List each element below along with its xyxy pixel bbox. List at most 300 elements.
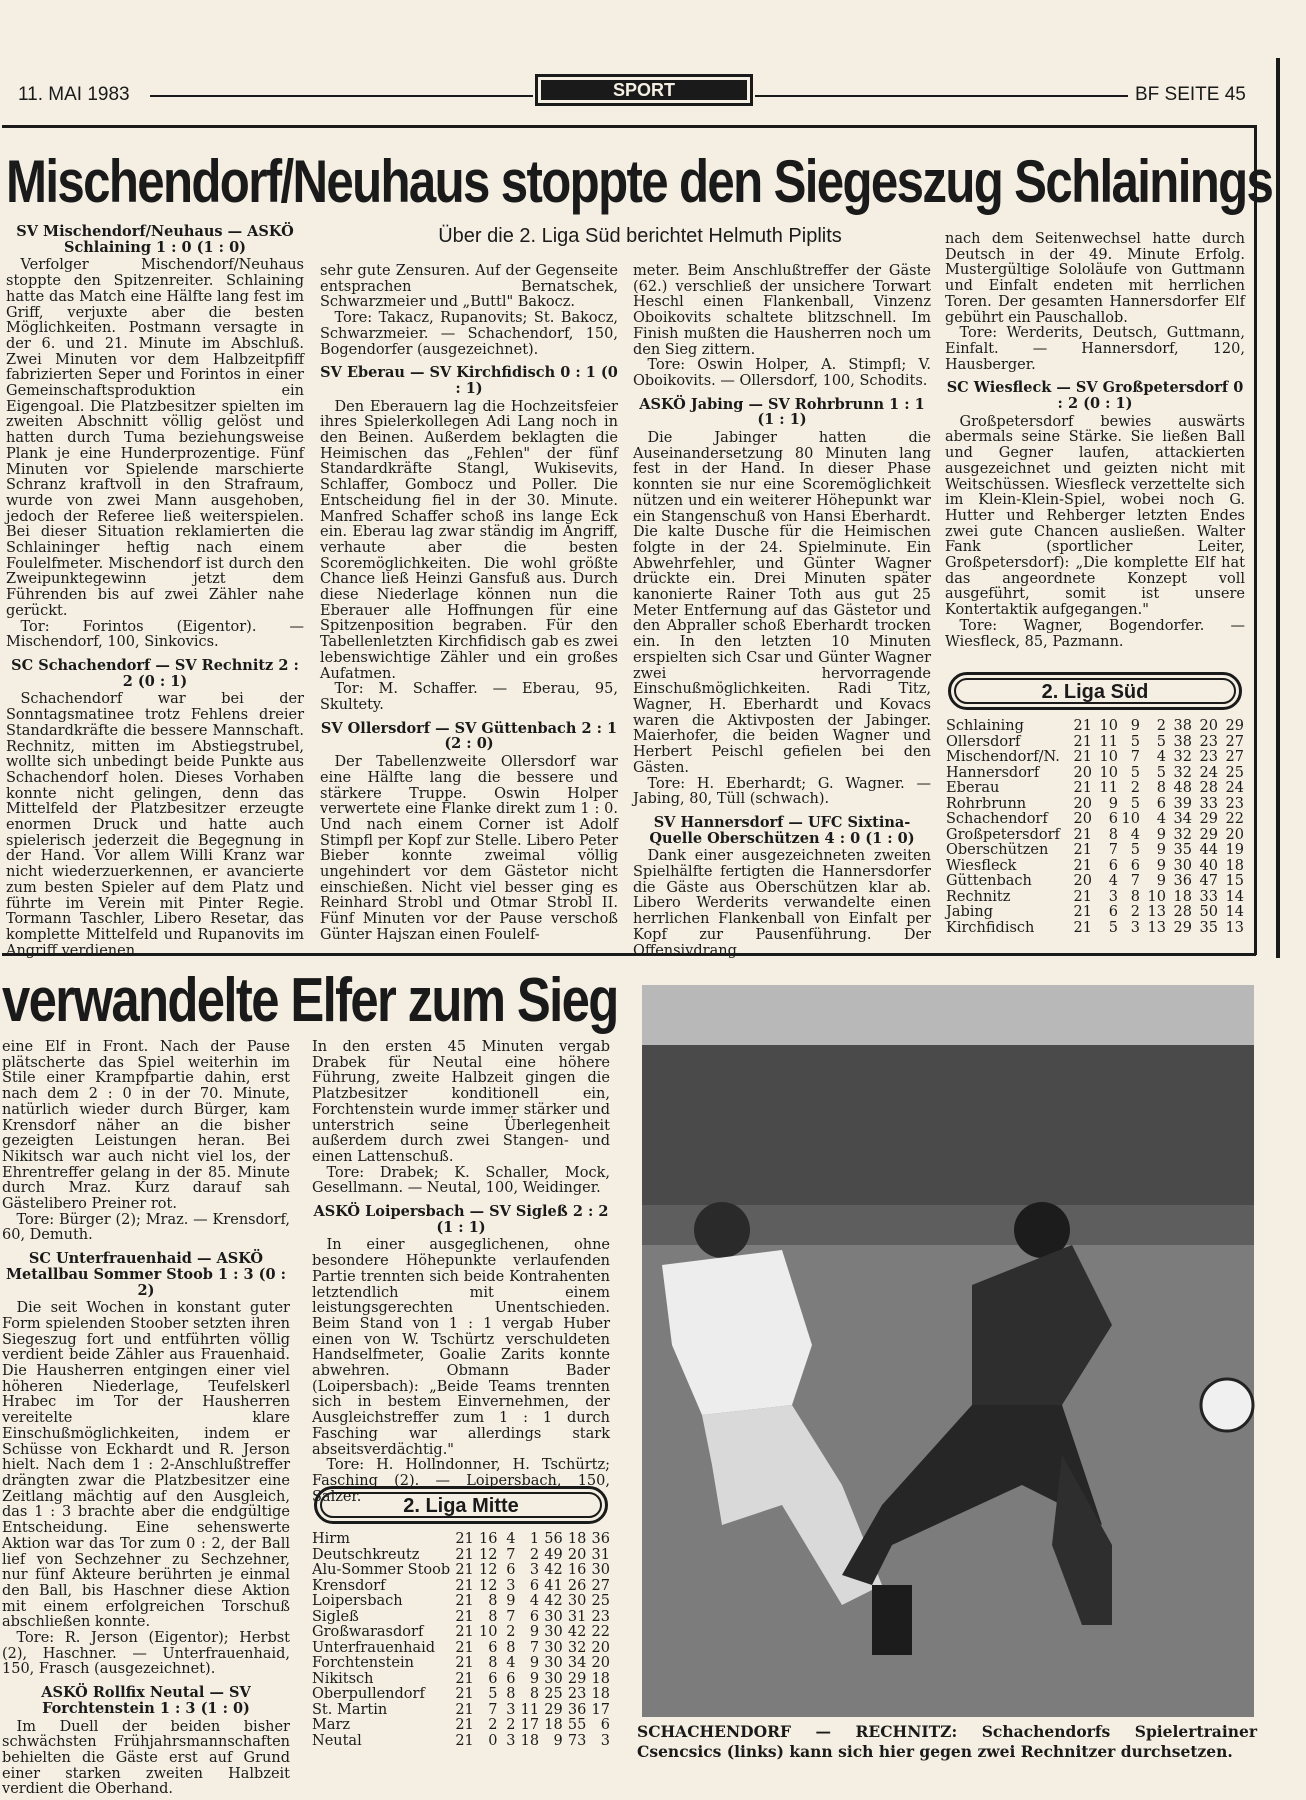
table-cell-value: 23: [1199, 749, 1218, 765]
table-cell-value: 10: [1147, 888, 1166, 905]
table-cell-value: 29: [567, 1670, 587, 1687]
table-cell-value: 11: [1099, 733, 1118, 750]
table-cell-value: 29: [544, 1701, 563, 1718]
table-cell-value: 9: [1130, 718, 1140, 734]
table-cell-value: 21: [455, 1639, 474, 1656]
match-photo: [642, 985, 1254, 1717]
table-cell-value: 5: [1130, 842, 1140, 858]
table-cell-value: 4: [1108, 873, 1118, 889]
table-cell-value: 21: [455, 1593, 474, 1609]
table-cell-value: 42: [567, 1624, 587, 1640]
table-cell-team: Forchtenstein: [312, 1655, 414, 1671]
table-row: [946, 828, 1244, 844]
table-cell-value: 7: [488, 1701, 498, 1718]
table-cell-value: 7: [506, 1546, 516, 1563]
match-heading: SC Wiesfleck — SV Großpetersdorf 0 : 2 (0 : 1): [946, 379, 1244, 413]
table-cell-value: 1: [529, 1531, 540, 1547]
table-cell-value: 9: [553, 1732, 563, 1749]
table-cell-value: 8: [488, 1608, 498, 1625]
match-scorers: Tore: R. Jerson (Eigentor); Herbst (2), Haschner. — Unterfrauenhaid, 150, Frasch (ausgezeichnet).: [2, 1630, 290, 1678]
table-cell-value: 49: [544, 1546, 563, 1563]
table-cell-value: 30: [544, 1655, 563, 1671]
table-cell-value: 2: [1130, 780, 1140, 796]
table-row: [946, 812, 1244, 828]
table-cell-value: 20: [1225, 826, 1244, 843]
match-report: In einer ausgeglichenen, ohne besondere Höhepunkte verlaufenden Partie trennten sich beide Kontrahenten letztendlich mit einem leistungsgerechten Unentschieden. Beim Stand von 1 : 1 vergab Huber einen von W. Tschürtz verschuldeten Handselfmeter, Goalie Zarits konnte abwehren. Obmann Bader (Loipersbach): „Beide Teams trennten sich in bestem Einvernehmen, der Ausgleichstreffer zum 1 : 1 durch Fasching war allerdings stark abseitsverdächtig.": [312, 1237, 610, 1458]
table-cell-value: 27: [591, 1577, 610, 1594]
table-cell-value: 12: [478, 1562, 498, 1578]
football-ball: [1201, 1379, 1253, 1431]
table-cell-value: 2: [1130, 904, 1140, 920]
table-cell-value: 21: [1073, 857, 1092, 874]
match-scorers: Tore: Werderits, Deutsch, Guttmann, Einfalt. — Hannersdorf, 120, Hausberger.: [945, 325, 1245, 373]
article1-column-3: [633, 263, 931, 959]
article1-column-4: [945, 232, 1245, 662]
table-cell-value: 8: [1156, 780, 1166, 796]
table-cell-value: 4: [1156, 749, 1166, 765]
table-cell-value: 5: [1156, 733, 1166, 750]
table-cell-value: 32: [1173, 764, 1192, 781]
table-cell-value: 18: [1225, 857, 1244, 874]
table-cell-value: 8: [488, 1593, 498, 1609]
table-cell-value: 21: [455, 1655, 474, 1671]
table-cell-value: 9: [529, 1670, 540, 1687]
match-scorers: Tore: H. Hollndonner, H. Tschürtz; Fasching (2). — Loipersbach, 150, Salzer.: [312, 1457, 610, 1505]
table-cell-value: 7: [1130, 873, 1140, 889]
issue-date: 11. MAI 1983: [18, 84, 130, 105]
table-row: [312, 1579, 610, 1595]
table-cell-value: 24: [1199, 764, 1218, 781]
table-cell-value: 6: [1108, 857, 1118, 874]
table-cell-team: Mischendorf/N.: [946, 749, 1060, 765]
table-cell-value: 3: [600, 1732, 610, 1749]
table-row: [946, 921, 1244, 937]
article2-column-2: [312, 1039, 610, 1505]
match-report: meter. Beim Anschlußtreffer der Gäste (62.) verschließ der unsichere Torwart Heschl einen Flankenball, Vinzenz Oboikovits schaltete blitzschnell. Im Finish mußten die Hausherren noch um den Sieg zittern.: [633, 263, 931, 358]
table-cell-value: 8: [506, 1686, 516, 1702]
table-cell-value: 9: [1156, 826, 1166, 843]
league-table-title-box: [314, 1486, 608, 1524]
table-cell-value: 21: [1073, 780, 1092, 796]
table-cell-value: 5: [1130, 795, 1140, 812]
table-cell-team: Jabing: [946, 904, 993, 920]
photo-caption: SCHACHENDORF — RECHNITZ: Schachendorfs Spielertrainer Csencsics (links) kann sich hier gegen zwei Rechnitzer durchsetzen.: [637, 1722, 1257, 1761]
match-heading: SV Ollersdorf — SV Güttenbach 2 : 1 (2 : 0): [320, 719, 618, 753]
table-cell-value: 39: [1173, 795, 1192, 812]
table-row: [312, 1548, 610, 1564]
article-headline: Mischendorf/Neuhaus stoppte den Siegeszug Schlainings: [6, 148, 1273, 215]
table-cell-value: 36: [567, 1701, 587, 1718]
page-number: BF SEITE 45: [1135, 84, 1246, 105]
table-cell-value: 4: [1156, 811, 1166, 827]
table-cell-value: 30: [1173, 857, 1192, 874]
table-cell-value: 25: [544, 1686, 563, 1702]
table-cell-value: 5: [1130, 733, 1140, 750]
table-cell-value: 18: [591, 1670, 610, 1687]
table-cell-value: 3: [529, 1562, 540, 1578]
table-cell-value: 6: [488, 1639, 498, 1656]
table-cell-value: 4: [1130, 826, 1140, 843]
section-label: SPORT: [541, 80, 747, 100]
table-cell-team: Sigleß: [312, 1608, 359, 1625]
table-row: [946, 890, 1244, 906]
table-cell-value: 10: [1099, 718, 1118, 734]
table-cell-value: 11: [520, 1701, 540, 1718]
table-cell-value: 27: [1225, 733, 1244, 750]
table-row: [312, 1625, 610, 1641]
table-cell-value: 5: [1108, 919, 1118, 936]
table-cell-value: 21: [1073, 919, 1092, 936]
table-cell-value: 8: [1108, 826, 1118, 843]
table-cell-team: Oberpullendorf: [312, 1686, 425, 1702]
table-cell-value: 20: [1073, 764, 1092, 781]
match-heading: SV Hannersdorf — UFC Sixtina-Quelle Oberschützen 4 : 0 (1 : 0): [649, 813, 915, 847]
match-report: nach dem Seitenwechsel hatte durch Deutsch in der 49. Minute Erfolg. Mustergültige Sololäufe von Guttmann und Einfalt endeten mit herrlichen Toren. Der gesamten Hannersdorfer Elf gebührt ein Pauschallob.: [945, 231, 1245, 326]
table-cell-value: 8: [529, 1686, 540, 1702]
table-cell-team: Nikitsch: [312, 1670, 374, 1687]
table-cell-value: 6: [1108, 811, 1118, 827]
table-cell-value: 11: [1099, 780, 1118, 796]
table-cell-value: 18: [1173, 888, 1192, 905]
table-cell-value: 23: [591, 1608, 610, 1625]
table-cell-value: 12: [478, 1546, 498, 1563]
table-row: [946, 750, 1244, 766]
table-cell-value: 25: [591, 1593, 610, 1609]
table-cell-team: Neutal: [312, 1732, 362, 1749]
table-cell-value: 21: [455, 1624, 474, 1640]
table-cell-value: 23: [1225, 795, 1244, 812]
table-cell-team: Marz: [312, 1717, 351, 1733]
match-scorers: Tore: Oswin Holper, A. Stimpfl; V. Oboikovits. — Ollersdorf, 100, Schodits.: [633, 357, 931, 389]
league-table-title: 2. Liga Mitte: [320, 1492, 602, 1518]
table-row: [312, 1532, 610, 1548]
table-cell-value: 6: [506, 1670, 516, 1687]
table-cell-team: Eberau: [946, 780, 1000, 796]
table-cell-value: 36: [591, 1531, 610, 1547]
table-cell-value: 8: [506, 1639, 516, 1656]
table-cell-team: Wiesfleck: [946, 857, 1017, 874]
table-cell-value: 2: [529, 1546, 540, 1563]
table-cell-team: Ollersdorf: [946, 733, 1021, 750]
table-cell-value: 17: [520, 1717, 540, 1733]
table-cell-team: Rechnitz: [946, 888, 1011, 905]
page-edge-rule: [1276, 58, 1280, 958]
match-report: Großpetersdorf bewies auswärts abermals seine Stärke. Sie ließen Ball und Gegner laufen, attackierten ausgezeichnet und geizten nicht mit Weitschüssen. Wiesfleck verzettelte sich im Klein-Klein-Spiel, wobei noch G. Hutter und Rehberger letzten Endes zwei gute Chancen ausließen. Walter Fank (sportlicher Leiter, Großpetersdorf): „Die komplette Elf hat das angeordnete Konzept voll ausgeführt, somit ist unsere Kontertaktik aufgegangen.": [945, 413, 1245, 619]
table-cell-value: 8: [488, 1655, 498, 1671]
table-cell-value: 55: [567, 1717, 587, 1733]
table-cell-value: 22: [1225, 811, 1244, 827]
match-heading: SC Schachendorf — SV Rechnitz 2 : 2 (0 : 1): [11, 656, 299, 690]
table-cell-team: Loipersbach: [312, 1593, 403, 1609]
table-cell-value: 38: [1173, 718, 1192, 734]
table-cell-value: 6: [529, 1608, 540, 1625]
table-cell-value: 13: [1147, 904, 1166, 920]
table-cell-value: 20: [1199, 718, 1218, 734]
match-report: Die Jabinger hatten die Auseinandersetzung 80 Minuten lang fest in der Hand. In dieser Phase konnten sie nur eine Scoremöglichkeit nützen und ein weiterer Höhepunkt war ein Stangenschuß von Hansi Eberhardt. Die kalte Dusche für die Heimischen folgte in der 24. Spielminute. Ein Abwehrfehler, und Günter Wagner drückte ein. Drei Minuten später kanonierte Rainer Toth aus gut 25 Meter Entfernung auf das Gästetor und den Abpraller schoß Eberhardt trocken ein. In den letzten 10 Minuten erspielten sich Csar und Günter Wagner zwei hervorragende Einschußmöglichkeiten. Radi Titz, Wagner, H. Eberhardt und Kovacs waren die Aktivposten der Jabinger. Maierhofer, die beiden Wagner und Herbert Peischl gefielen bei den Gästen.: [633, 430, 931, 776]
table-cell-value: 9: [1156, 857, 1166, 874]
table-cell-value: 18: [591, 1686, 610, 1702]
table-cell-value: 21: [455, 1732, 474, 1749]
article1-column-2: [320, 264, 618, 950]
match-heading: SV Mischendorf/Neuhaus — ASKÖ Schlaining 1 : 0 (1 : 0): [16, 223, 294, 256]
table-cell-value: 20: [1073, 795, 1092, 812]
article-headline: verwandelte Elfer zum Sieg: [2, 966, 618, 1035]
table-cell-value: 6: [488, 1670, 498, 1687]
table-cell-value: 26: [567, 1577, 587, 1594]
match-scorers: Tore: Bürger (2); Mraz. — Krensdorf, 60, Demuth.: [2, 1211, 290, 1244]
table-cell-value: 28: [1173, 904, 1192, 920]
table-cell-value: 6: [1108, 904, 1118, 920]
table-cell-value: 10: [1099, 749, 1118, 765]
article2-column-1: [2, 1039, 290, 1798]
table-cell-value: 50: [1199, 904, 1218, 920]
table-row: [312, 1734, 610, 1750]
table-cell-team: Großwarasdorf: [312, 1624, 424, 1640]
table-cell-value: 20: [591, 1639, 610, 1656]
table-cell-value: 6: [1156, 795, 1166, 812]
table-cell-value: 4: [529, 1593, 540, 1609]
table-cell-value: 9: [529, 1655, 540, 1671]
match-report: Die seit Wochen in konstant guter Form spielenden Stoober setzten ihren Siegeszug fort und entführten völlig verdient beide Zähler aus Frauenhaid. Die Hausherren entgingen einer viel höheren Niederlage, Teufelskerl Hrabec im Tor der Hausherren vereitelte klare Einschußmöglichkeiten, indem er Schüsse von Eckhardt und R. Jerson hielt. Nach dem 1 : 2-Anschlußtreffer drängten zwar die Platzbesitzer eine Zeitlang mächtig auf den Ausgleich, das 1 : 3 brachte aber die endgültige Entscheidung. Eine sehenswerte Aktion war das Tor zum 0 : 2, der Ball lief von Sechzehner zu Sechzehner, nur fünf Akteure berührten je einmal den Ball, bis Haschner diese Aktion mit einem erfolgreichen Torschuß abschließen konnte.: [2, 1300, 290, 1631]
table-cell-value: 5: [1130, 764, 1140, 781]
table-cell-value: 20: [1073, 811, 1092, 827]
table-row: [946, 766, 1244, 782]
table-cell-value: 36: [1173, 873, 1192, 889]
table-cell-value: 35: [1199, 919, 1218, 936]
table-cell-value: 18: [544, 1717, 563, 1733]
table-cell-value: 24: [1225, 780, 1244, 796]
table-row: [312, 1563, 610, 1579]
table-cell-value: 21: [1073, 842, 1092, 858]
table-cell-value: 56: [544, 1531, 563, 1547]
table-cell-value: 3: [506, 1577, 516, 1594]
table-cell-value: 21: [1073, 888, 1092, 905]
table-cell-value: 10: [1099, 764, 1118, 781]
league-table-title: 2. Liga Süd: [954, 678, 1236, 704]
table-cell-value: 21: [455, 1686, 474, 1702]
table-cell-value: 2: [1156, 718, 1166, 734]
table-cell-value: 20: [1073, 873, 1092, 889]
table-cell-value: 29: [1199, 811, 1218, 827]
match-scorers: Tore: H. Eberhardt; G. Wagner. — Jabing, 80, Tüll (schwach).: [633, 775, 931, 808]
match-scorers: Tor: M. Schaffer. — Eberau, 95, Skultety.: [320, 681, 618, 713]
table-cell-value: 5: [1156, 764, 1166, 781]
match-report: In den ersten 45 Minuten vergab Drabek für Neutal eine höhere Führung, zweite Halbzeit gingen die Platzbesitzer konditionell ein, Forchtenstein wurde immer stärker und unterstrich seine Überlegenheit außerdem durch zwei Stangen- und einen Lattenschuß.: [312, 1039, 610, 1165]
match-scorers: Tore: Wagner, Bogendorfer. — Wiesfleck, 85, Pazmann.: [945, 617, 1245, 650]
table-row: [946, 797, 1244, 813]
match-report: eine Elf in Front. Nach der Pause plätscherte das Spiel weiterhin im Stile einer Krampfpartie dahin, erst nach dem 2 : 0 in der 70. Minute, natürlich wieder durch Bürger, kam Krensdorf näher an die bisher gezeigten Leistungen heran. Bei Nikitsch war auch nicht viel los, der Ehrentreffer gelang in der 85. Minute durch Mraz. Kurz darauf sah Gästelibero Preiner rot.: [2, 1039, 290, 1213]
table-cell-value: 9: [529, 1624, 540, 1640]
table-cell-value: 29: [1225, 718, 1244, 734]
match-report: sehr gute Zensuren. Auf der Gegenseite entsprachen Bernatschek, Schwarzmeier und „Buttl" Bakocz.: [320, 263, 618, 311]
table-cell-value: 21: [1073, 749, 1092, 765]
table-cell-value: 21: [455, 1701, 474, 1718]
match-report: Dank einer ausgezeichneten zweiten Spielhälfte fertigten die Hannersdorfer die Gäste aus Oberschützen klar ab. Libero Werderits verwandelte einen herrlichen Flankenball von Einfalt per Kopf zur Pausenführung. Der Offensivdrang: [633, 848, 931, 959]
table-cell-value: 23: [567, 1686, 587, 1702]
table-cell-value: 33: [1199, 795, 1218, 812]
table-cell-value: 6: [600, 1717, 610, 1733]
table-cell-value: 13: [1147, 919, 1166, 936]
table-cell-value: 19: [1225, 842, 1244, 858]
table-cell-value: 18: [520, 1732, 540, 1749]
table-cell-value: 4: [506, 1655, 516, 1671]
table-cell-value: 9: [506, 1593, 516, 1609]
table-cell-value: 2: [506, 1717, 516, 1733]
table-cell-value: 30: [591, 1562, 610, 1578]
table-cell-value: 21: [1073, 718, 1092, 734]
table-cell-value: 21: [455, 1546, 474, 1563]
table-cell-value: 30: [544, 1670, 563, 1687]
table-cell-value: 9: [1156, 842, 1166, 858]
table-cell-value: 32: [1173, 826, 1192, 843]
table-cell-value: 20: [591, 1655, 610, 1671]
table-cell-team: Krensdorf: [312, 1577, 386, 1594]
table-cell-value: 33: [1199, 888, 1218, 905]
table-cell-value: 3: [506, 1732, 516, 1749]
match-heading: ASKÖ Loipersbach — SV Sigleß 2 : 2 (1 : 1): [313, 1203, 609, 1236]
table-cell-value: 21: [1073, 904, 1092, 920]
table-cell-team: Schachendorf: [946, 811, 1048, 827]
table-cell-value: 17: [591, 1701, 610, 1718]
table-cell-value: 2: [488, 1717, 498, 1733]
table-row: [312, 1594, 610, 1610]
table-cell-value: 31: [591, 1546, 610, 1563]
table-cell-value: 42: [544, 1562, 563, 1578]
match-report: Der Tabellenzweite Ollersdorf war eine Hälfte lang die bessere und stärkere Truppe. Oswin Holper verwertete eine Flanke direkt zum 1 : 0. Und nach einem Corner ist Adolf Stimpfl per Kopf zur Stelle. Libero Peter Bieber konnte zweimal völlig ungehindert vor dem Gästetor nicht einschießen. Nicht viel besser ging es Reinhard Strobl und Otmar Strobl II. Fünf Minuten vor der Pause verschoß Günter Hajszan einen Foulelf-: [320, 754, 618, 943]
table-cell-value: 21: [455, 1531, 474, 1547]
table-cell-value: 21: [455, 1670, 474, 1687]
table-cell-value: 10: [478, 1624, 498, 1640]
table-cell-value: 28: [1199, 780, 1218, 796]
match-scorers: Tore: Takacz, Rupanovits; St. Bakocz, Schwarzmeier. — Schachendorf, 150, Bogendorfer (ausgezeichnet).: [320, 310, 618, 358]
match-report: Verfolger Mischendorf/Neuhaus stoppte den Spitzenreiter. Schlaining hatte das Match eine Hälfte lang fest im Griff, verjuxte aber die besten Möglichkeiten. Postmann versagte in der 6. und 21. Minute im Abschluß. Zwei Minuten vor dem Halbzeitpfiff fabrizierten Seper und Forintos in einer Gemeinschaftsproduktion ein Eigengoal. Die Platzbesitzer spielten im zweiten Abschnitt völlig gelöst und hatten durch Tuma beziehungsweise Plank je eine Hunderprozentige. Fünf Minuten vor Spielende marschierte Schranz kraftvoll in den Strafraum, wurde von zwei Mann ausgehoben, jedoch der Referee ließ weiterspielen. Bei dieser Situation reklamierten die Schlaininger heftig nach einem Foulelfmeter. Mischendorf ist durch den Zweipunktegewinn jetzt dem Führenden bis auf zwei Zähler nahe gerückt.: [6, 257, 304, 619]
header-rule-right: [755, 95, 1128, 97]
table-cell-value: 30: [544, 1624, 563, 1640]
table-cell-team: Güttenbach: [946, 873, 1032, 889]
table-cell-value: 29: [1173, 919, 1192, 936]
league-table-title-box: [948, 672, 1242, 710]
table-row: [946, 781, 1244, 797]
table-cell-value: 16: [478, 1531, 498, 1547]
table-cell-value: 3: [506, 1701, 516, 1718]
table-cell-value: 16: [567, 1562, 587, 1578]
article-byline: Über die 2. Liga Süd berichtet Helmuth Piplits: [438, 225, 842, 247]
table-cell-value: 6: [1130, 857, 1140, 874]
table-row: [312, 1718, 610, 1734]
table-cell-value: 27: [1225, 749, 1244, 765]
table-cell-value: 7: [1108, 842, 1118, 858]
table-cell-value: 10: [1121, 811, 1140, 827]
table-cell-value: 42: [544, 1593, 563, 1609]
table-cell-value: 21: [1073, 826, 1092, 843]
table-cell-value: 14: [1225, 904, 1244, 920]
table-cell-value: 6: [506, 1562, 516, 1578]
table-cell-value: 3: [1108, 888, 1118, 905]
table-cell-value: 9: [1108, 795, 1118, 812]
table-cell-value: 21: [1073, 733, 1092, 750]
table-row: [312, 1672, 610, 1688]
table-cell-team: Oberschützen: [946, 842, 1049, 858]
match-scorers: Tor: Forintos (Eigentor). — Mischendorf, 100, Sinkovics.: [6, 618, 304, 651]
table-cell-team: Alu-Sommer Stoob: [312, 1562, 451, 1578]
table-cell-team: Deutschkreutz: [312, 1546, 420, 1563]
table-row: [312, 1641, 610, 1657]
table-cell-value: 23: [1199, 733, 1218, 750]
match-heading: ASKÖ Jabing — SV Rohrbrunn 1 : 1 (1 : 1): [639, 395, 925, 429]
table-row: [946, 843, 1244, 859]
table-cell-value: 31: [567, 1608, 587, 1625]
match-scorers: Tore: Drabek; K. Schaller, Mock, Gesellmann. — Neutal, 100, Weidinger.: [312, 1164, 610, 1197]
table-cell-value: 32: [567, 1639, 587, 1656]
table-cell-value: 14: [1225, 888, 1244, 905]
match-heading: SC Unterfrauenhaid — ASKÖ Metallbau Sommer Stoob 1 : 3 (0 : 2): [6, 1250, 286, 1299]
league-table-mitte: [312, 1532, 610, 1749]
table-cell-team: Kirchfidisch: [946, 919, 1035, 936]
table-row: [946, 735, 1244, 751]
table-row: [946, 874, 1244, 890]
table-cell-value: 12: [478, 1577, 498, 1594]
match-heading: ASKÖ Rollfix Neutal — SV Forchtenstein 1 : 3 (1 : 0): [41, 1684, 251, 1717]
table-cell-value: 47: [1199, 873, 1218, 889]
header-rule-left: [150, 95, 533, 97]
table-cell-value: 32: [1173, 749, 1192, 765]
match-heading: SV Eberau — SV Kirchfidisch 0 : 1 (0 : 1): [320, 364, 618, 397]
table-row: [312, 1703, 610, 1719]
table-cell-value: 34: [567, 1655, 587, 1671]
table-cell-team: St. Martin: [312, 1701, 388, 1718]
table-cell-value: 44: [1199, 842, 1218, 858]
table-cell-value: 9: [1156, 873, 1166, 889]
table-cell-team: Hirm: [312, 1531, 350, 1547]
table-row: [312, 1656, 610, 1672]
table-cell-value: 7: [529, 1639, 540, 1656]
table-row: [946, 719, 1244, 735]
table-cell-value: 8: [1130, 888, 1140, 905]
section-label-box: [535, 74, 753, 106]
table-cell-value: 73: [567, 1732, 587, 1749]
table-cell-value: 35: [1173, 842, 1192, 858]
table-cell-value: 34: [1173, 811, 1192, 827]
table-cell-value: 3: [1130, 919, 1140, 936]
table-cell-value: 25: [1225, 764, 1244, 781]
table-cell-value: 21: [455, 1608, 474, 1625]
league-table-sued: [946, 719, 1244, 936]
table-cell-value: 30: [544, 1639, 563, 1656]
table-cell-value: 18: [567, 1531, 587, 1547]
table-cell-value: 29: [1199, 826, 1218, 843]
table-cell-team: Rohrbrunn: [946, 795, 1027, 812]
table-cell-value: 48: [1173, 780, 1192, 796]
match-report: Schachendorf war bei der Sonntagsmatinee trotz Fehlens dreier Standardkräfte die bessere Mannschaft. Rechnitz, mitten im Abstiegstrubel, wollte sich unbedingt beide Punkte aus Schachendorf holen. Dieses Vorhaben konnte nicht gelingen, denn das Mittelfeld der Platzbesitzer erzeugte enormen Druck und hatte auch spielerisch jederzeit die Begegnung in der Hand. Vor allem Willi Kranz war nicht wiederzuerkennen, er avancierte zum besten Spieler auf dem Platz und führte im Verein mit Pinter Regie. Tormann Taschler, Libero Resetar, das komplette Mittelfeld und Rupanovits im Angriff verdienen: [6, 691, 304, 959]
table-cell-team: Schlaining: [946, 718, 1024, 734]
table-cell-value: 30: [544, 1608, 563, 1625]
table-cell-value: 5: [488, 1686, 498, 1702]
table-cell-value: 4: [506, 1531, 516, 1547]
table-cell-team: Großpetersdorf: [946, 826, 1060, 843]
table-cell-value: 7: [506, 1608, 516, 1625]
table-cell-value: 20: [567, 1546, 587, 1563]
article-frame-top: [2, 125, 1256, 128]
table-cell-value: 7: [1130, 749, 1140, 765]
match-photo-illustration: [642, 985, 1254, 1717]
table-row: [312, 1687, 610, 1703]
table-cell-value: 30: [567, 1593, 587, 1609]
table-cell-team: Hannersdorf: [946, 764, 1040, 781]
article-frame-right: [1254, 125, 1257, 955]
table-cell-value: 2: [506, 1624, 516, 1640]
article1-column-1: [6, 223, 304, 959]
table-cell-value: 21: [455, 1577, 474, 1594]
